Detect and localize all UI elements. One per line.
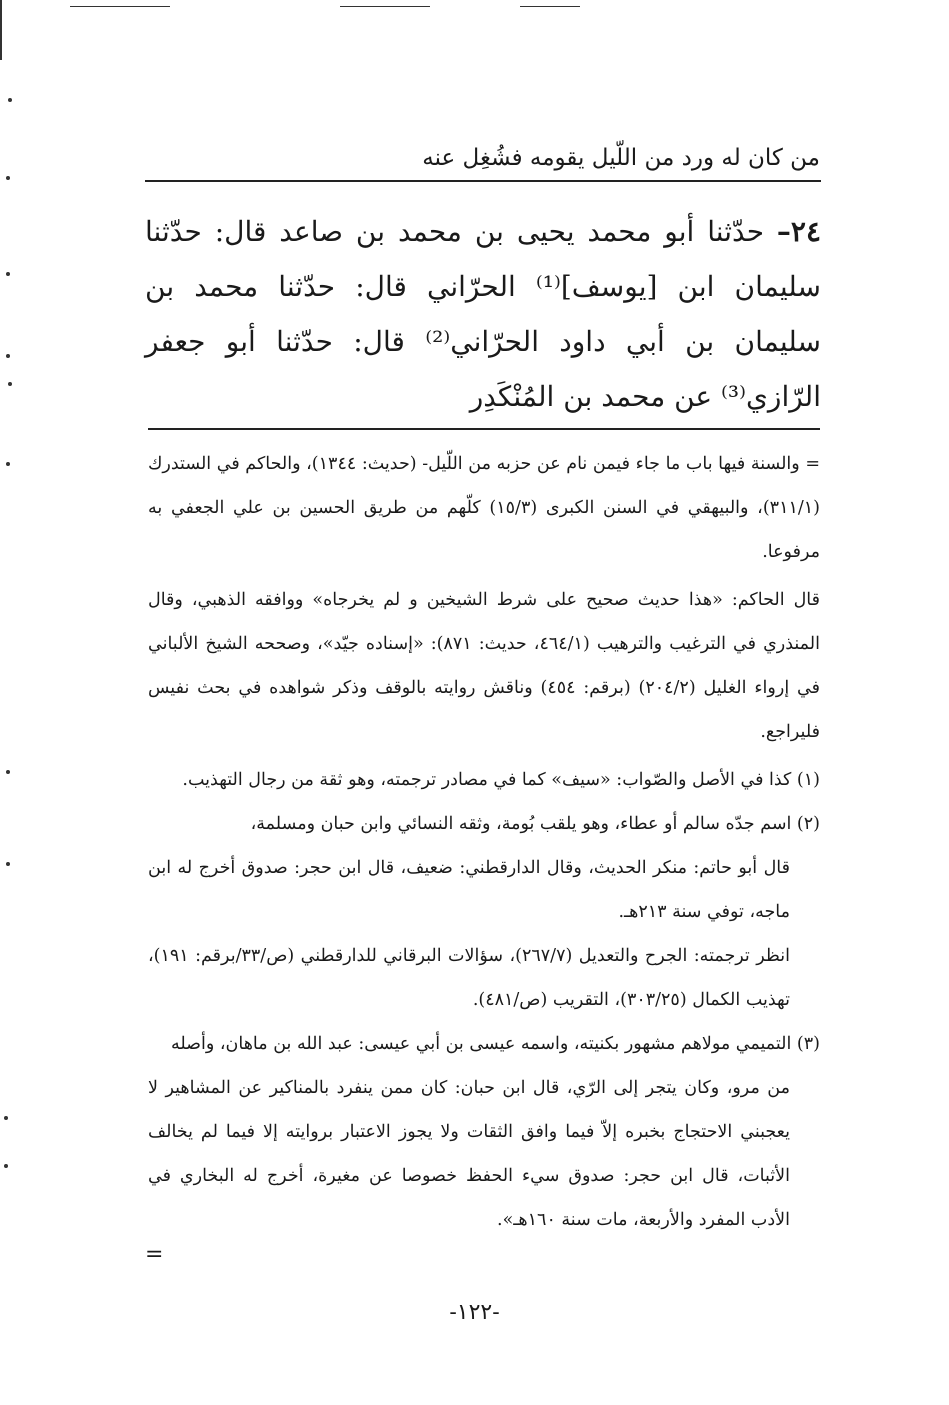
scan-edge-line <box>0 0 2 60</box>
footnote-2-references: انظر ترجمته: الجرح والتعديل (٢٦٧/٧)، سؤالات البرقاني للدارقطني (ص/٣٣/برقم: ١٩١)، تهذيب الكمال (٣٠٣/٢٥)، التقريب (ص/٤٨١). <box>148 946 791 1010</box>
scan-dot <box>6 272 10 276</box>
footnote-1: (١) كذا في الأصل والصّواب: «سيف» كما في مصادر ترجمته، وهو ثقة من رجال التهذيب. <box>182 770 820 790</box>
footnote-continuation-1: = والسنة فيها باب ما جاء فيمن نام عن حزبه من اللّيل- (حديث: ١٣٤٤)، والحاكم في الستدرك (٣١١/١)، والبيهقي في السنن الكبرى (١٥/٣) كلّهم من طريق الحسين بن علي الجعفي به مرفوعا. <box>148 454 820 562</box>
scan-dot <box>6 176 10 180</box>
hadith-number: ٢٤– <box>776 215 821 248</box>
scan-dot <box>4 1164 8 1168</box>
footnote-2: (٢) اسم جدّه سالم أو عطاء، وهو يلقب بُومة، وثقه النسائي وابن حبان ومسلمة، <box>250 814 820 834</box>
scan-top-line <box>340 6 430 7</box>
scan-dot <box>4 1116 8 1120</box>
hadith-text <box>145 204 821 424</box>
continuation-mark: = <box>145 1242 164 1267</box>
footnote-rule <box>148 428 820 430</box>
footnote-2-continued: قال أبو حاتم: منكر الحديث، وقال الدارقطني: ضعيف، قال ابن حجر: صدوق أخرج له ابن ماجه، توفي سنة ٢١٣هـ. <box>148 858 790 922</box>
footnote-3-continued: من مرو، وكان يتجر إلى الرّي، قال ابن حبان: كان ممن ينفرد بالمناكير عن المشاهير لا يعجبني الاحتجاج بخبره إلاّ فيما وافق الثقات ولا يجوز الاعتبار بروايته إلا فيما لم يخالف الأثبات، قال ابن حجر: صدوق سيء الحفظ خصوصا عن مغيرة، أخرج له البخاري في الأدب المفرد والأربعة، مات سنة ١٦٠هـ». <box>148 1078 790 1230</box>
page-number: -١٢٢- <box>449 1300 500 1325</box>
header-rule <box>145 180 821 182</box>
footnotes <box>148 442 820 1242</box>
page-header: من كان له ورد من اللّيل يقومه فشُغِل عنه <box>422 145 820 171</box>
scan-top-line <box>520 6 580 7</box>
hadith-body: حدّثنا أبو محمد يحيى بن محمد بن صاعد قال: حدّثنا سليمان ابن [يوسف]⁽¹⁾ الحرّاني قال: حدّثنا محمد بن سليمان بن أبي داود الحرّاني⁽²⁾ قال: حدّثنا أبو جعفر الرّازي⁽³⁾ عن محمد بن المُنْكَدِر <box>145 215 821 413</box>
scan-dot <box>6 862 10 866</box>
scan-top-line <box>70 6 170 7</box>
footnote-continuation-2: قال الحاكم: «هذا حديث صحيح على شرط الشيخين و لم يخرجاه» ووافقه الذهبي، وقال المنذري في الترغيب والترهيب (٤٦٤/١، حديث: ٨٧١): «إسناده جيّد»، وصححه الشيخ الألباني في إرواء الغليل (٢٠٤/٢) (برقم: ٤٥٤) وناقش روايته بالوقف وذكر شواهده في بحث نفيس فليراجع. <box>148 590 820 742</box>
scan-dot <box>6 462 10 466</box>
scan-dot <box>8 98 12 102</box>
scan-dot <box>8 382 12 386</box>
scan-dot <box>6 770 10 774</box>
footnote-3: (٣) التميمي مولاهم مشهور بكنيته، واسمه عيسى بن أبي عيسى: عبد الله بن ماهان، وأصله <box>170 1034 820 1054</box>
scan-dot <box>6 354 10 358</box>
